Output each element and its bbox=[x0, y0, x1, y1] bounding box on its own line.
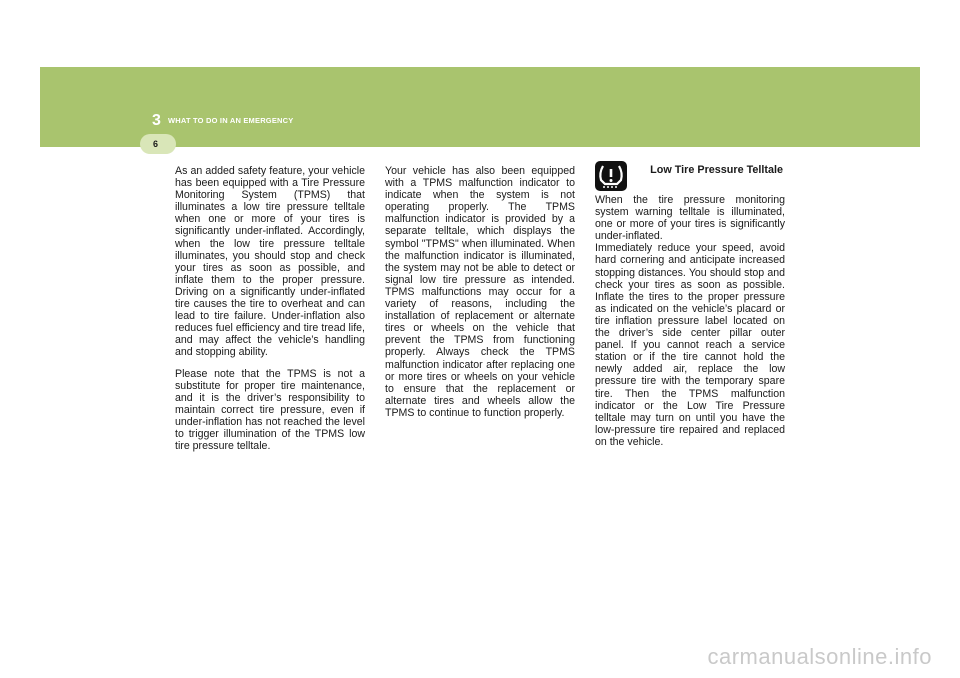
column-3 bbox=[595, 160, 785, 448]
paragraph: When the tire pressure monitoring system warning telltale is illuminated, one or more of your tires is significantly under-inflated. bbox=[595, 194, 785, 243]
paragraph: Immediately reduce your speed, avoid hard cornering and anticipate increased stopping distances. You should stop and check your tires as soon as possible. Inflate the tires to the proper pressure as indicated on the vehicle’s placard or tire inflation pressure label located on the driver’s side center pillar outer panel. If you cannot reach a service station or if the tire cannot hold the newly added air, replace the low pressure tire with the temporary spare tire. Then the TPMS malfunction indicator or the Low Tire Pressure telltale may turn on until you have the low-pressure tire repaired and replaced on the vehicle. bbox=[595, 242, 785, 448]
telltale-title: Low Tire Pressure Telltale bbox=[650, 164, 783, 176]
column-1 bbox=[175, 165, 365, 461]
column-2 bbox=[385, 165, 575, 428]
paragraph: Please note that the TPMS is not a substitute for proper tire maintenance, and it is the driver’s responsibility to maintain correct tire pressure, even if under-inflation has not reached the level to trigger illumination of the TPMS low tire pressure telltale. bbox=[175, 367, 365, 453]
low-tire-pressure-icon bbox=[595, 161, 627, 191]
telltale-heading bbox=[595, 160, 785, 194]
chapter-number: 3 bbox=[152, 112, 161, 129]
paragraph: As an added safety feature, your vehicle has been equipped with a Tire Pressure Monitoring System (TPMS) that illuminates a low tire pressure telltale when one or more of your tires is significantly under-inflated. Accordingly, when the low tire pressure telltale illuminates, you should stop and check your tires as soon as possible, and inflate them to the proper pressure. Driving on a significantly under-inflated tire causes the tire to overheat and can lead to tire failure. Under-inflation also reduces fuel efficiency and tire tread life, and may affect the vehicle’s handling and stopping ability. bbox=[175, 165, 365, 359]
page-number: 6 bbox=[153, 139, 159, 149]
chapter-title: WHAT TO DO IN AN EMERGENCY bbox=[168, 116, 294, 125]
paragraph: Your vehicle has also been equipped with a TPMS malfunction indicator to indicate when the system is not operating properly. The TPMS malfunction indicator is provided by a separate telltale, which displays the symbol "TPMS" when illuminated. When the malfunction indicator is illuminated, the system may not be able to detect or signal low tire pressure as intended. TPMS malfunctions may occur for a variety of reasons, including the installation of replacement or alternate tires or wheels on the vehicle that prevent the TPMS from functioning properly. Always check the TPMS malfunction indicator after replacing one or more tires or wheels on your vehicle to ensure that the replacement or alternate tires and wheels allow the TPMS to continue to function properly. bbox=[385, 165, 575, 419]
watermark: carmanualsonline.info bbox=[707, 644, 932, 669]
